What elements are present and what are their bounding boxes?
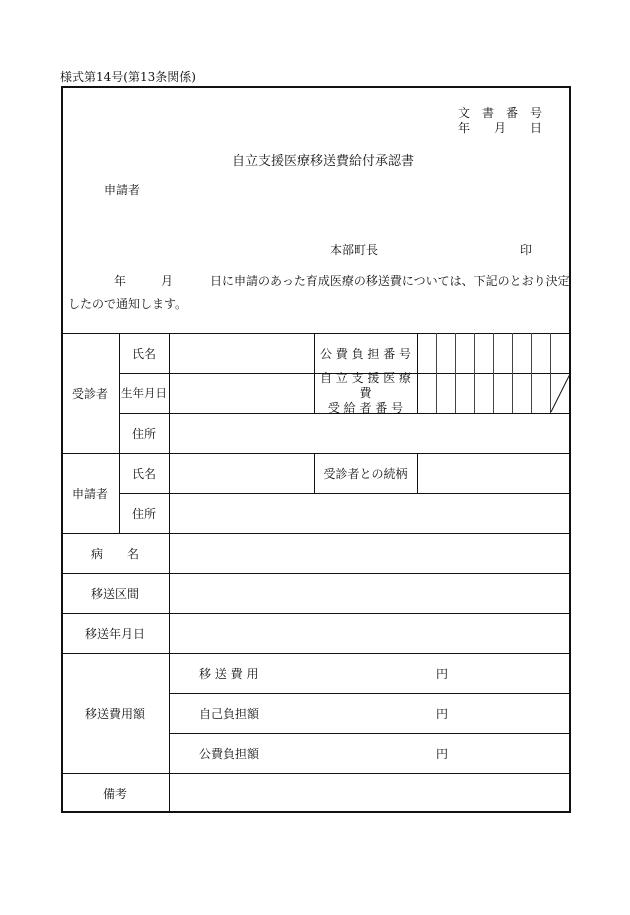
notice-text-line2: したので通知します。 [68, 297, 188, 311]
applicant-heading: 申請者 [104, 183, 141, 197]
form-number: 様式第14号(第13条関係) [60, 70, 196, 84]
disease-label: 病 名 [90, 546, 139, 561]
notice-year: 年 [114, 274, 127, 288]
public-payer-number-field[interactable] [418, 334, 570, 372]
notice-month: 月 [161, 274, 174, 288]
form-title: 自立支援医療移送費給付承認書 [232, 154, 415, 169]
recipient-number-label [314, 370, 417, 415]
date-label: 年 月 日 [458, 121, 543, 135]
public-pay-field[interactable] [270, 734, 430, 772]
applicant-group-label: 申請者 [71, 486, 108, 501]
route-label: 移送区間 [90, 586, 139, 601]
recipient-number-label-line1: 自 立 支 援 医 療 費 [319, 370, 412, 400]
applicant-address-field[interactable] [170, 494, 570, 532]
seal-mark: 印 [520, 243, 533, 257]
transport-cost-label: 移 送 費 用 [199, 666, 259, 681]
public-pay-unit: 円 [436, 746, 449, 761]
patient-birth-field[interactable] [170, 374, 313, 412]
public-payer-number-label: 公 費 負 担 番 号 [319, 346, 412, 361]
remarks-field[interactable] [170, 774, 570, 811]
applicant-name-field[interactable] [170, 454, 313, 492]
transport-date-label: 移送年月日 [84, 626, 145, 641]
transport-date-field[interactable] [170, 614, 570, 652]
public-pay-label: 公費負担額 [199, 746, 260, 761]
diagonal-slash [550, 373, 571, 413]
transport-cost-field[interactable] [270, 654, 430, 692]
route-field[interactable] [170, 574, 570, 612]
remarks-label: 備考 [102, 786, 127, 801]
patient-name-label: 氏名 [131, 346, 156, 361]
self-pay-field[interactable] [270, 694, 430, 732]
self-pay-label: 自己負担額 [199, 706, 260, 721]
cost-group-label: 移送費用額 [84, 706, 145, 721]
recipient-number-label-line2: 受 給 者 番 号 [327, 400, 404, 415]
document-number-label: 文 書 番 号 [458, 106, 543, 120]
patient-address-field[interactable] [170, 414, 570, 452]
applicant-address-label: 住所 [131, 506, 156, 521]
issuer-name: 本部町長 [330, 243, 379, 257]
patient-address-label: 住所 [131, 426, 156, 441]
recipient-number-field[interactable] [418, 374, 549, 412]
disease-field[interactable] [170, 534, 570, 572]
self-pay-unit: 円 [436, 706, 449, 721]
notice-text-line1: 日に申請のあった育成医療の移送費については、下記のとおり決定 [210, 274, 570, 288]
patient-group-label: 受診者 [71, 386, 108, 401]
transport-cost-unit: 円 [436, 666, 449, 681]
relation-label: 受診者との続柄 [323, 466, 408, 481]
patient-birth-label: 生年月日 [121, 386, 167, 400]
patient-name-field[interactable] [170, 334, 313, 372]
applicant-name-label: 氏名 [131, 466, 156, 481]
relation-field[interactable] [418, 454, 570, 492]
